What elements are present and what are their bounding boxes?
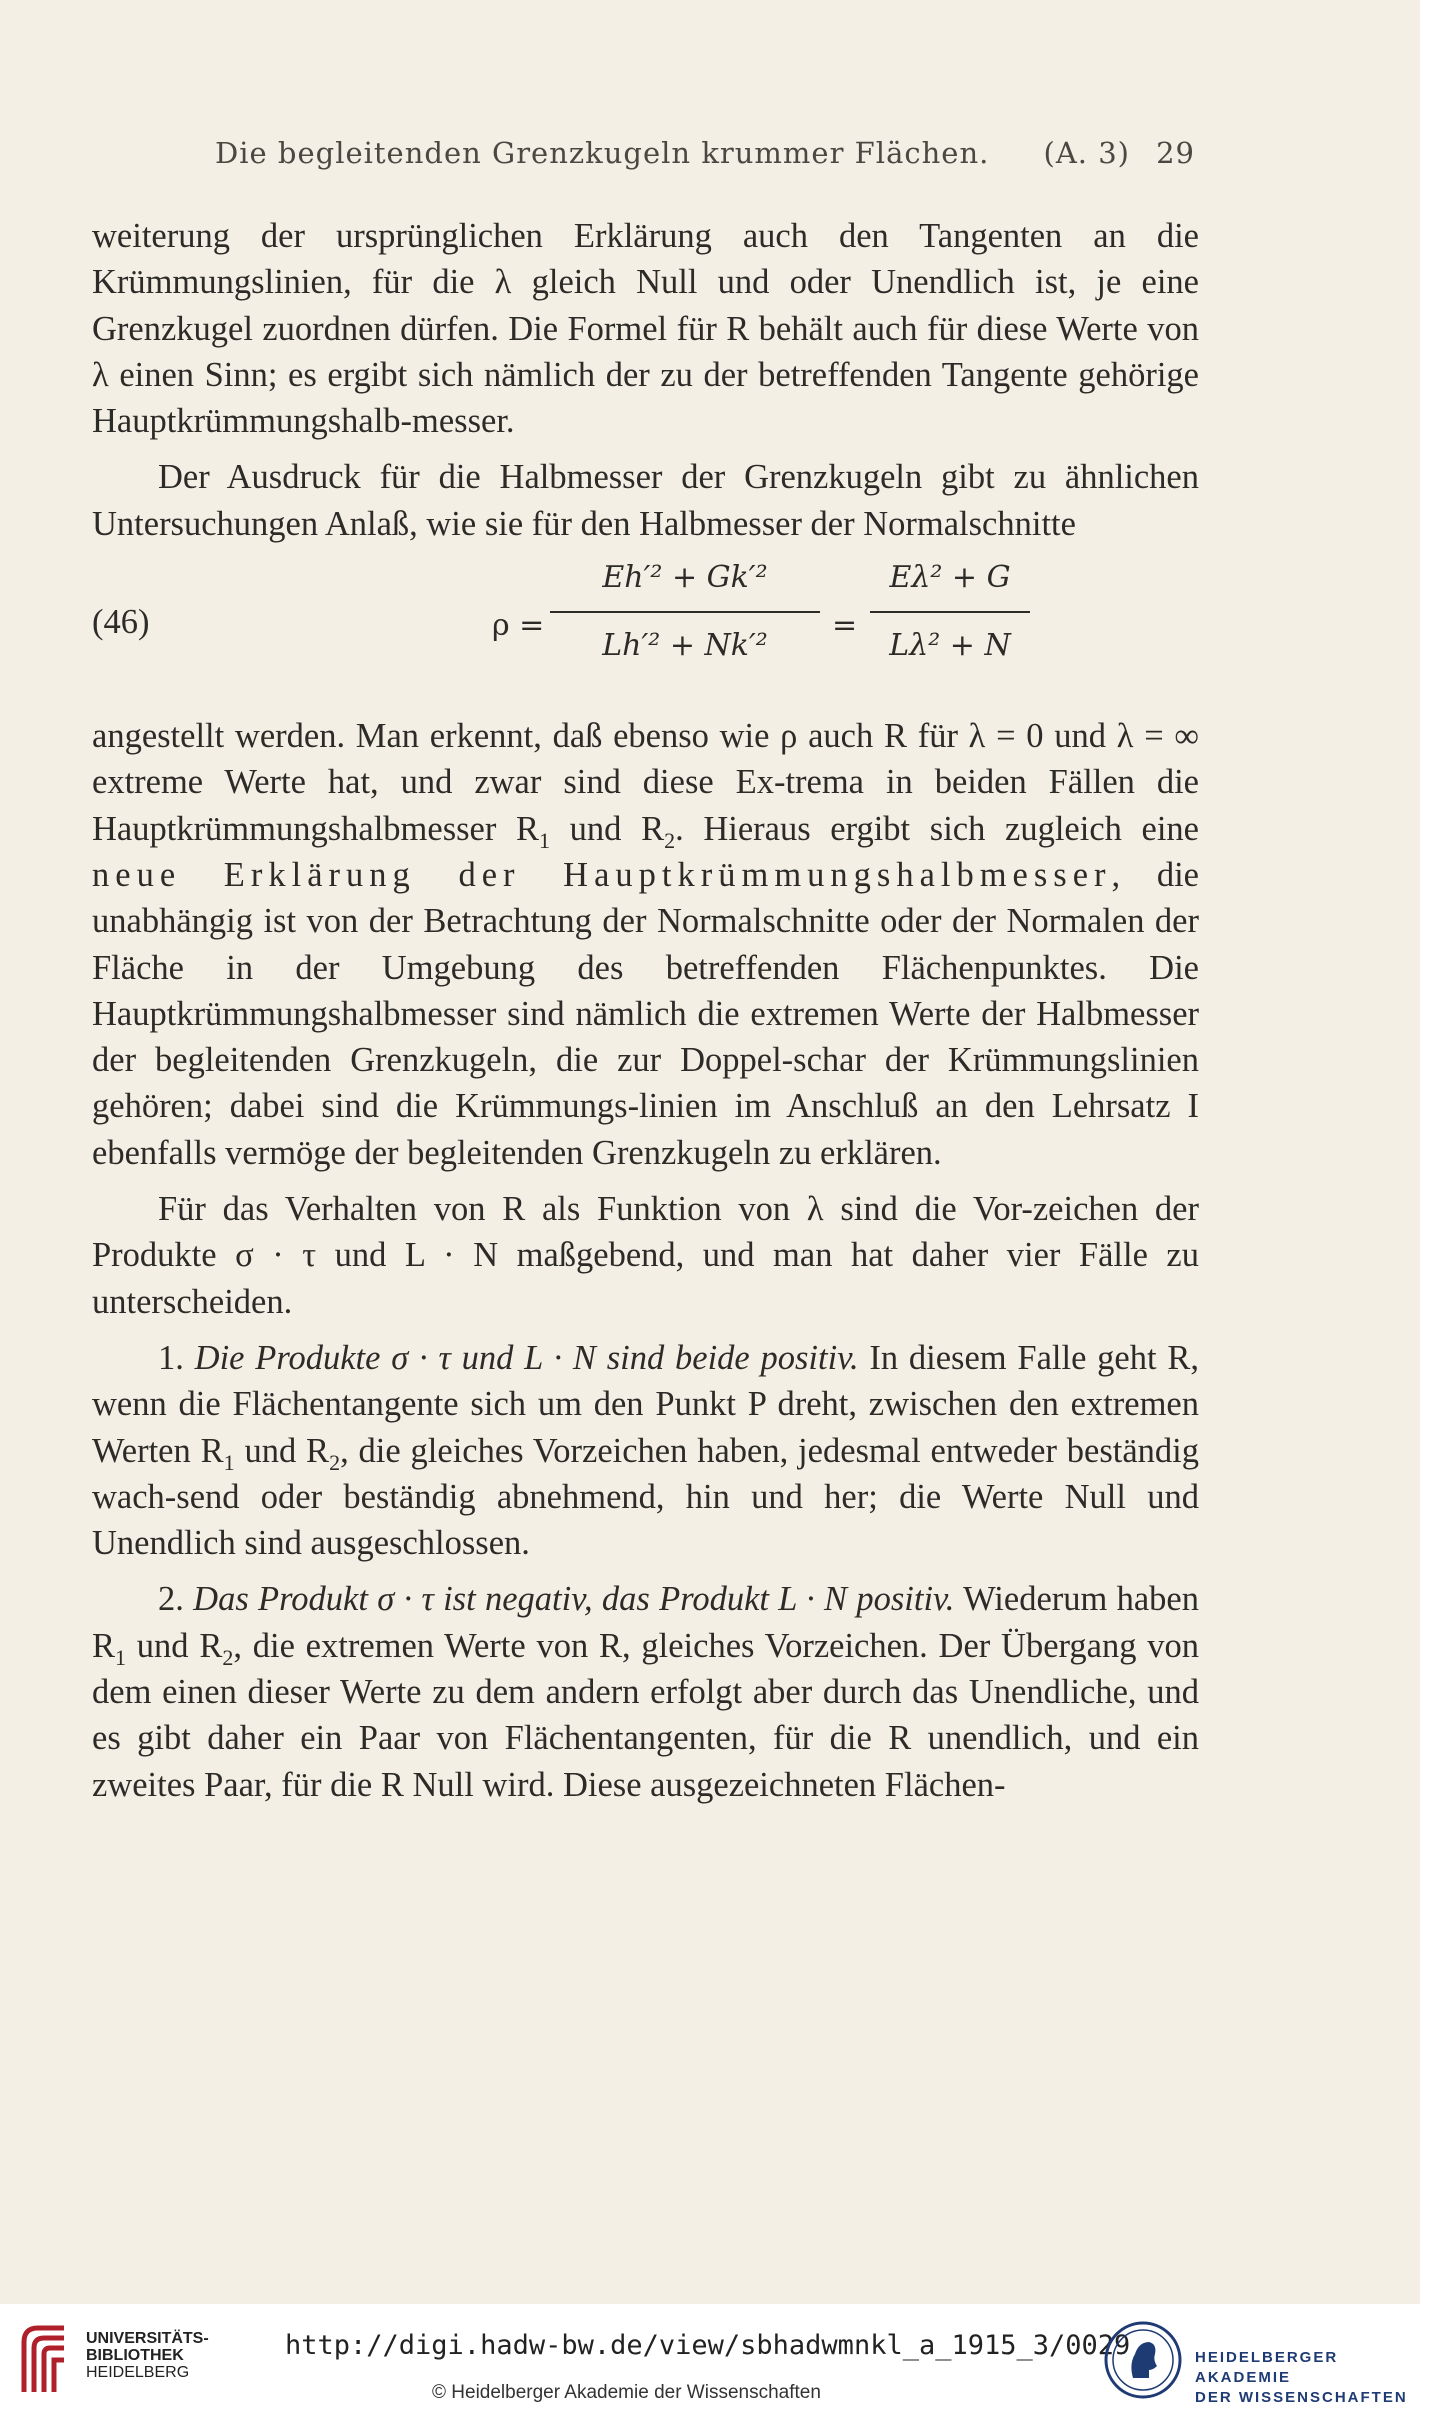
academy-name: HEIDELBERGER AKADEMIE DER WISSENSCHAFTEN bbox=[1195, 2349, 1408, 2406]
fraction-2-denominator: Lλ² + N bbox=[889, 628, 1011, 664]
case-2: 2. Das Produkt σ · τ ist negativ, das Produkt L · N positiv. Wiederum haben $R_1$ und $R_2$, die extremen Werte von R, gleiches Vorzeichen. Der Übergang von dem einen dieser Werte zu dem andern erfolgt aber durch das Unendliche, und es gibt daher ein Paar von Flächentangenten, für die R unendlich, und ein zweites Paar, für die R Null wird. Diese ausgezeichneten Flächen- bbox=[92, 1580, 1199, 1804]
fraction-1 bbox=[550, 555, 820, 670]
body-text bbox=[92, 213, 1199, 1808]
case-1: 1. Die Produkte σ · τ und L · N sind beide positiv. In diesem Falle geht R, wenn die Flächentangente sich um den Punkt P dreht, zwischen den extremen Werten $R_1$ und $R_2$, die gleiches Vorzeichen haben, jedesmal entweder beständig wach-send oder beständig abnehmend, hin und her; die Werte Null und Unendlich sind ausgeschlossen. bbox=[92, 1338, 1200, 1563]
formula-lhs: ρ = bbox=[492, 608, 545, 644]
equation-46 bbox=[92, 555, 1199, 703]
case-1-heading: Die Produkte σ · τ und L · N sind beide positiv. bbox=[194, 1338, 859, 1377]
library-name: UNIVERSITÄTS- BIBLIOTHEK HEIDELBERG bbox=[86, 2330, 209, 2381]
fraction-1-numerator: Eh′² + Gk′² bbox=[550, 555, 820, 613]
running-head-title: Die begleitenden Grenzkugeln krummer Flächen. bbox=[215, 136, 990, 170]
page-number: 29 bbox=[1156, 136, 1195, 170]
equation-number: (46) bbox=[92, 603, 150, 642]
formula bbox=[422, 555, 1011, 703]
copyright-notice: © Heidelberger Akademie der Wissenschaften bbox=[432, 2382, 821, 2403]
fraction-1-denominator: Lh′² + Nk′² bbox=[602, 628, 768, 664]
fraction-2-numerator: Eλ² + G bbox=[870, 555, 1030, 613]
equals-sign: = bbox=[832, 608, 858, 644]
paragraph-2: Der Ausdruck für die Halbmesser der Grenzkugeln gibt zu ähnlichen Untersuchungen Anlaß, wie sie für den Halbmesser der Normalschnitte bbox=[92, 458, 1199, 543]
paragraph-3: angestellt werden. Man erkennt, daß ebenso wie ρ auch R für λ = 0 und λ = ∞ extreme Werte hat, und zwar sind diese Ex-trema in beiden Fällen die Hauptkrümmungshalbmesser $R_1$ und $R_2$. Hieraus ergibt sich zugleich eine neue Erklärung der Hauptkrümmungshalbmesser, die unabhängig ist von der Betrachtung der Normalschnitte oder der Normalen der Fläche in der Umgebung des betreffenden Flächenpunktes. Die Hauptkrümmungshalbmesser sind nämlich die extremen Werte der Halbmesser der begleitenden Grenzkugeln, die zur Doppel-schar der Krümmungslinien gehören; dabei sind die Krümmungs-linien im Anschluß an den Lehrsatz I ebenfalls vermöge der begleitenden Grenzkugeln zu erklären. bbox=[92, 717, 1199, 1172]
academy-seal-icon bbox=[1103, 2320, 1183, 2400]
running-head-section: (A. 3) bbox=[1043, 136, 1130, 170]
footer-bar bbox=[0, 2304, 1432, 2414]
running-head bbox=[215, 136, 1195, 170]
case-2-heading: Das Produkt σ · τ ist negativ, das Produkt L · N positiv. bbox=[193, 1580, 955, 1619]
university-library-logo-icon bbox=[16, 2322, 86, 2396]
emphasis-spaced: neue Erklärung der Hauptkrümmungshalbmesser bbox=[92, 855, 1112, 894]
paragraph-4: Für das Verhalten von R als Funktion von λ sind die Vor-zeichen der Produkte σ · τ und L · N maßgebend, und man hat daher vier Fälle zu unterscheiden. bbox=[92, 1190, 1199, 1321]
permalink-url[interactable]: http://digi.hadw-bw.de/view/sbhadwmnkl_a_1915_3/0029 bbox=[285, 2330, 1131, 2361]
fraction-2 bbox=[870, 555, 1030, 670]
paragraph-1: weiterung der ursprünglichen Erklärung auch den Tangenten an die Krümmungslinien, für die λ gleich Null und oder Unendlich ist, je eine Grenzkugel zuordnen dürfen. Die Formel für R behält auch für diese Werte von λ einen Sinn; es ergibt sich nämlich der zu der betreffenden Tangente gehörige Hauptkrümmungshalb-messer. bbox=[92, 217, 1199, 441]
